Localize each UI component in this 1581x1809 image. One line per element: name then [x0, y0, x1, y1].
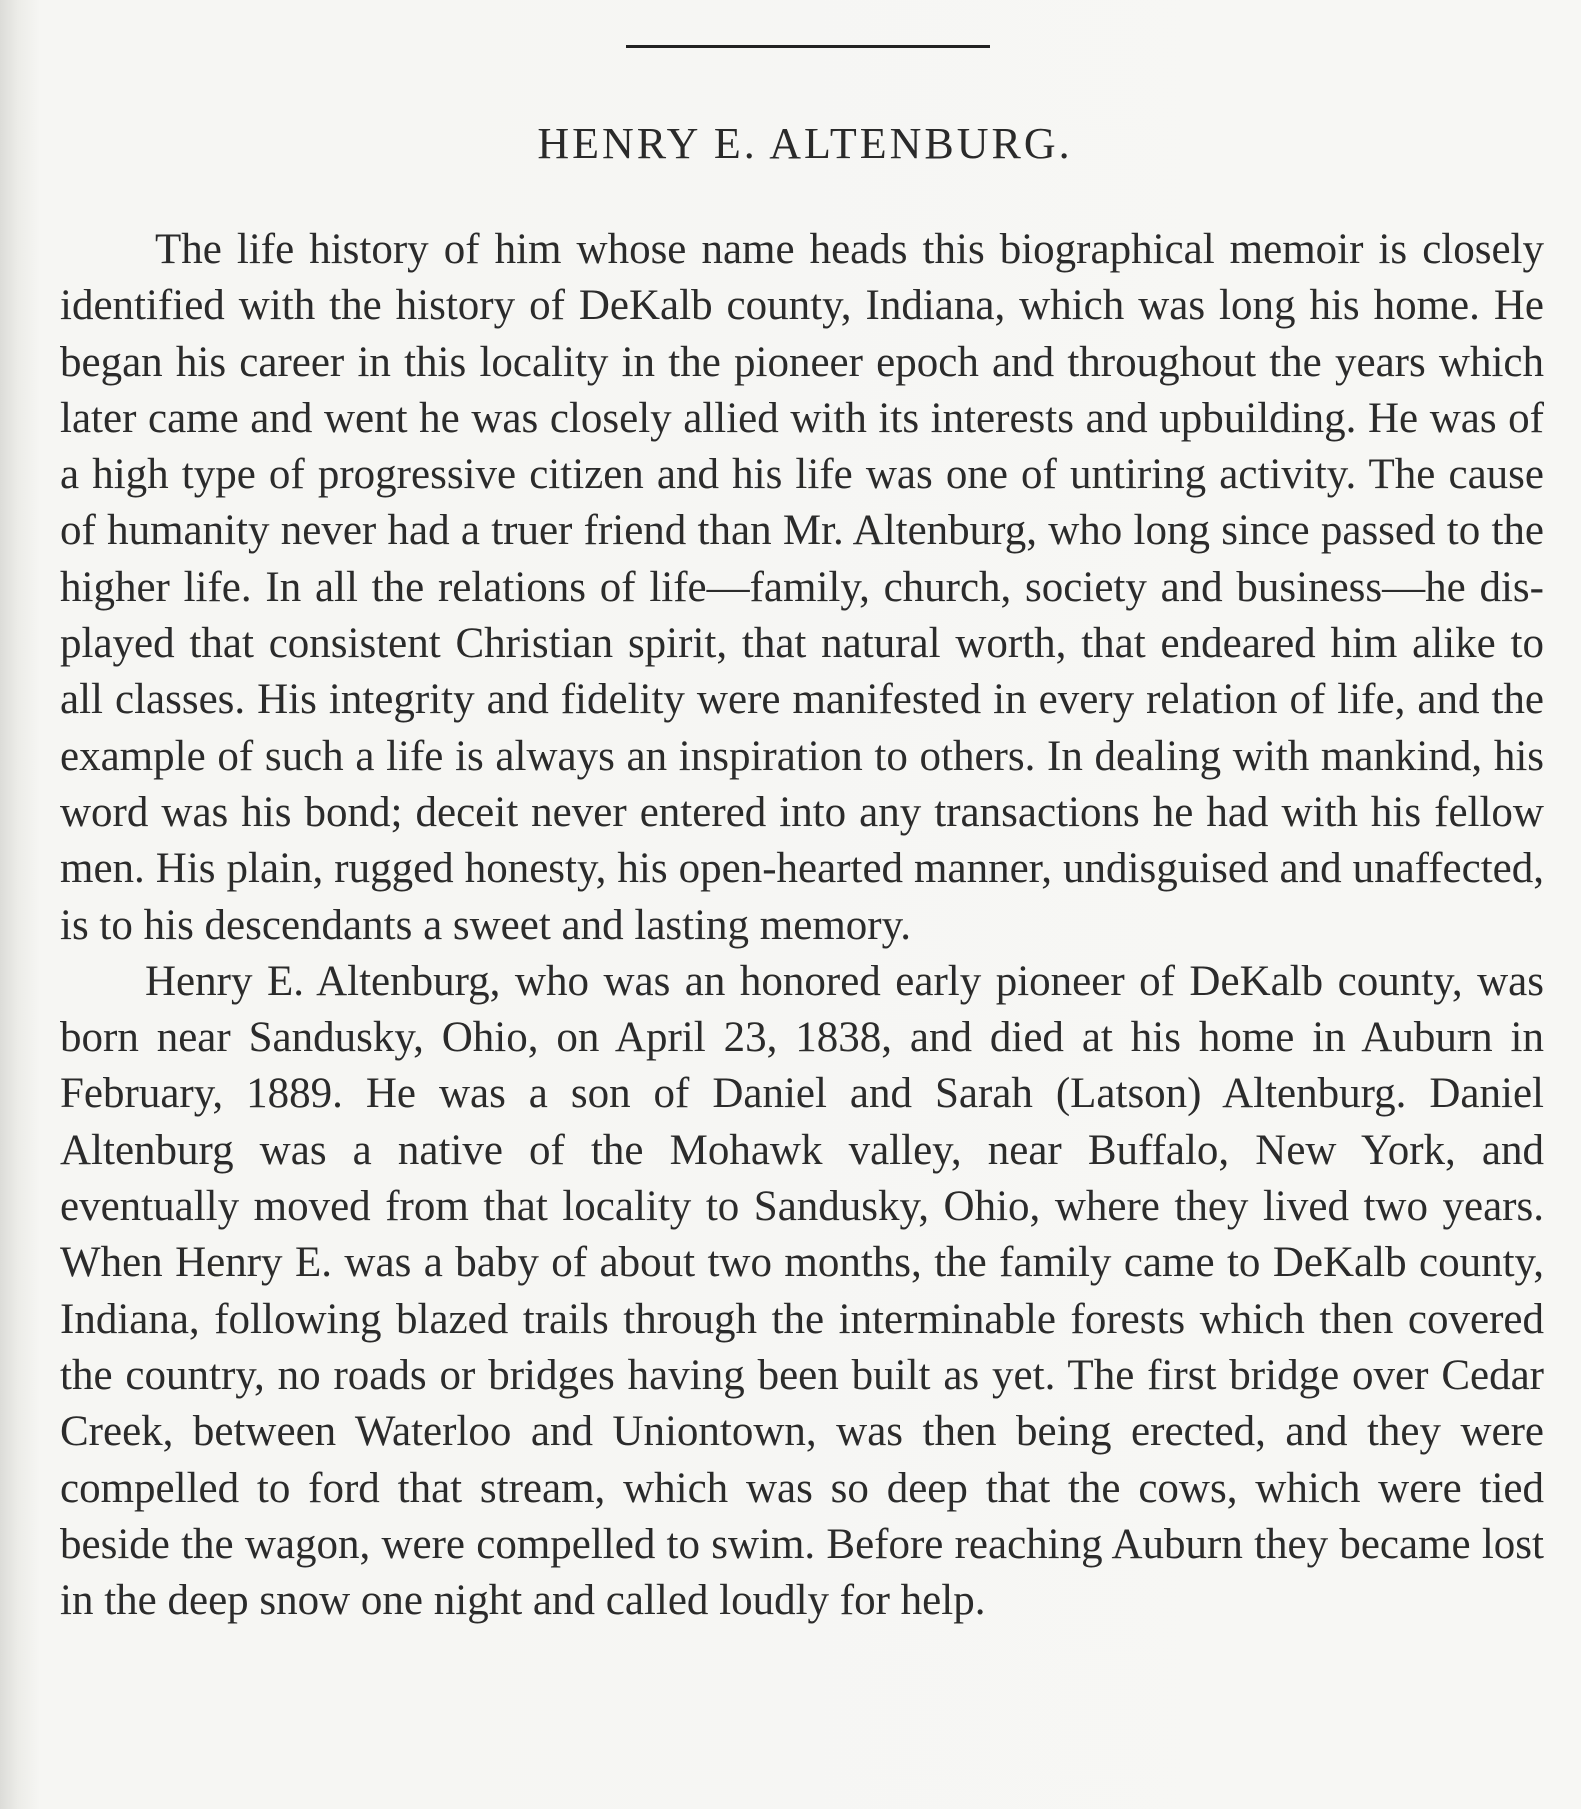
header-rule: [626, 45, 990, 48]
paragraph-1: The life history of him whose name heads this biographical memoir is closely identified with the history of DeKalb county, Indiana, which was long his home. He began his career in this locality in the pioneer epoch and throughout the years which later came and went he was closely allied with its interests and upbuilding. He was of a high type of progressive citizen and his life was one of untiring activity. The cause of humanity never had a truer friend than Mr. Altenburg, who long since passed to the higher life. In all the relations of life—family, church, society and business—he displayed that consistent Christian spirit, that natural worth, that endeared him alike to all classes. His integrity and fidelity were manifested in every relation of life, and the example of such a life is always an inspiration to others. In dealing with mankind, his word was his bond; deceit never entered into any transactions he had with his fellow men. His plain, rugged honesty, his open-hearted manner, undisguised and unaffected, is to his descendants a sweet and lasting memory.: [60, 226, 1544, 949]
body-text: [60, 222, 1544, 1629]
page-title: HENRY E. ALTENBURG.: [537, 119, 1073, 168]
paragraph-2: Henry E. Altenburg, who was an honored early pioneer of DeKalb county, was born near Sandusky, Ohio, on April 23, 1838, and died at his home in Auburn in February, 1889. He was a son of Daniel and Sarah (Latson) Altenburg. Daniel Altenburg was a native of the Mohawk valley, near Buffalo, New York, and eventually moved from that locality to Sandusky, Ohio, where they lived two years. When Henry E. was a baby of about two months, the family came to DeKalb county, Indiana, following blazed trails through the interminable forests which then covered the country, no roads or bridges having been built as yet. The first bridge over Cedar Creek, between Waterloo and Uniontown, was then being erected, and they were compelled to ford that stream, which was so deep that the cows, which were tied beside the wagon, were compelled to swim. Before reaching Auburn they became lost in the deep snow one night and called loudly for help.: [60, 957, 1544, 1625]
